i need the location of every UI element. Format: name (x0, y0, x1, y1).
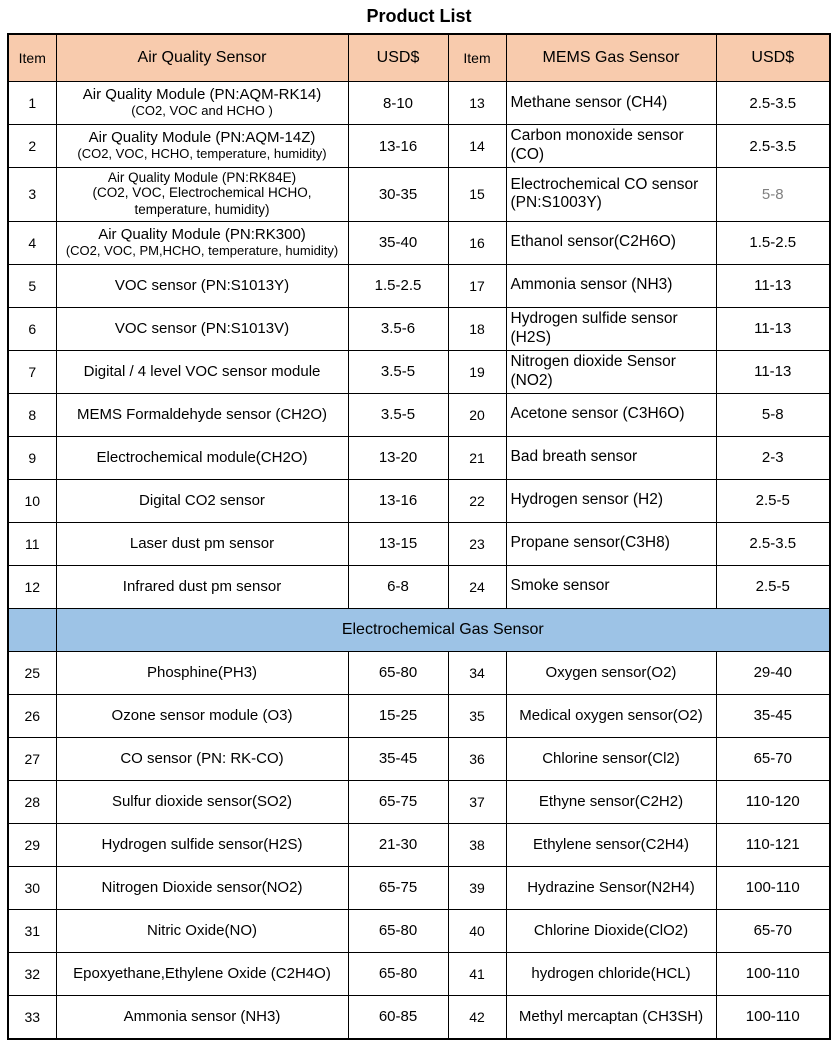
price-left: 6-8 (348, 565, 448, 608)
product-name-cell-left (56, 393, 348, 436)
product-name-cell-right: Methyl mercaptan (CH3SH) (506, 995, 716, 1039)
price-left: 65-75 (348, 866, 448, 909)
header-usd-left: USD$ (348, 34, 448, 82)
product-name: Laser dust pm sensor (129, 535, 275, 553)
table-row (8, 436, 830, 479)
product-name: Sulfur dioxide sensor(SO2) (111, 793, 293, 811)
product-name: Ammonia sensor (NH3) (123, 1008, 281, 1026)
header-row (8, 34, 830, 82)
item-number-right: 18 (448, 307, 506, 350)
price-right: 2.5-3.5 (716, 82, 830, 125)
item-number-right: 14 (448, 125, 506, 168)
bottom-rows (8, 651, 830, 1039)
product-name-cell-right: Carbon monoxide sensor (CO) (506, 125, 716, 168)
product-name-cell-right: Ammonia sensor (NH3) (506, 264, 716, 307)
price-right: 2-3 (716, 436, 830, 479)
price-right: 11-13 (716, 350, 830, 393)
price-left: 13-16 (348, 479, 448, 522)
item-number-right: 13 (448, 82, 506, 125)
item-number-left: 27 (8, 737, 56, 780)
product-name-cell-right: Hydrogen sensor (H2) (506, 479, 716, 522)
product-name-detail: (CO2, VOC, Electrochemical HCHO, temperature, humidity) (92, 185, 312, 217)
section-header-row (8, 608, 830, 651)
price-right: 100-110 (716, 952, 830, 995)
product-name: Air Quality Module (PN:RK84E) (107, 170, 297, 185)
product-name-cell-right: Medical oxygen sensor(O2) (506, 694, 716, 737)
item-number-left: 28 (8, 780, 56, 823)
product-name: Phosphine(PH3) (146, 664, 258, 682)
product-name: Electrochemical module(CH2O) (96, 449, 308, 467)
price-left: 30-35 (348, 168, 448, 222)
price-left: 15-25 (348, 694, 448, 737)
price-right: 100-110 (716, 866, 830, 909)
price-left: 65-80 (348, 952, 448, 995)
item-number-left: 31 (8, 909, 56, 952)
item-number-right: 41 (448, 952, 506, 995)
product-name: CO sensor (PN: RK-CO) (120, 750, 284, 768)
price-right: 110-121 (716, 823, 830, 866)
product-name-detail: (CO2, VOC, HCHO, temperature, humidity) (77, 146, 327, 162)
price-right: 35-45 (716, 694, 830, 737)
product-name: Nitrogen Dioxide sensor(NO2) (101, 879, 303, 897)
product-name-cell-left (56, 221, 348, 264)
product-name-cell-left (56, 125, 348, 168)
price-right: 11-13 (716, 264, 830, 307)
table-row (8, 694, 830, 737)
table-row (8, 264, 830, 307)
item-number-right: 42 (448, 995, 506, 1039)
price-right: 1.5-2.5 (716, 221, 830, 264)
table-row (8, 995, 830, 1039)
table-row (8, 952, 830, 995)
product-name-cell-right: Ethylene sensor(C2H4) (506, 823, 716, 866)
price-left: 65-75 (348, 780, 448, 823)
item-number-left: 4 (8, 221, 56, 264)
product-name-cell-right: Oxygen sensor(O2) (506, 651, 716, 694)
table-header (8, 34, 830, 82)
item-number-right: 39 (448, 866, 506, 909)
item-number-left: 32 (8, 952, 56, 995)
price-left: 3.5-6 (348, 307, 448, 350)
item-number-left: 5 (8, 264, 56, 307)
item-number-right: 21 (448, 436, 506, 479)
table-row (8, 823, 830, 866)
product-name-cell-right: Propane sensor(C3H8) (506, 522, 716, 565)
item-number-right: 15 (448, 168, 506, 222)
item-number-left: 11 (8, 522, 56, 565)
product-name: Air Quality Module (PN:AQM-14Z) (88, 129, 316, 147)
price-right: 100-110 (716, 995, 830, 1039)
price-right: 29-40 (716, 651, 830, 694)
product-name: Digital CO2 sensor (139, 492, 265, 510)
product-name-cell-left (56, 909, 348, 952)
table-row (8, 909, 830, 952)
product-name-cell-right: Hydrogen sulfide sensor (H2S) (506, 307, 716, 350)
header-item-left: Item (8, 34, 56, 82)
item-number-left: 6 (8, 307, 56, 350)
item-number-right: 38 (448, 823, 506, 866)
price-left: 13-16 (348, 125, 448, 168)
product-name-cell-left (56, 995, 348, 1039)
item-number-left: 25 (8, 651, 56, 694)
item-number-right: 23 (448, 522, 506, 565)
product-name-cell-left (56, 780, 348, 823)
header-usd-right: USD$ (716, 34, 830, 82)
item-number-left: 29 (8, 823, 56, 866)
header-mems-gas-sensor: MEMS Gas Sensor (506, 34, 716, 82)
product-name: Nitric Oxide(NO) (146, 922, 257, 940)
item-number-left: 7 (8, 350, 56, 393)
item-number-left: 3 (8, 168, 56, 222)
product-name-detail: (CO2, VOC, PM,HCHO, temperature, humidity) (65, 243, 339, 259)
item-number-left: 12 (8, 565, 56, 608)
product-table (7, 33, 831, 1040)
item-number-right: 20 (448, 393, 506, 436)
header-air-quality-sensor: Air Quality Sensor (56, 34, 348, 82)
product-name-cell-right: Chlorine sensor(Cl2) (506, 737, 716, 780)
section-title: Electrochemical Gas Sensor (56, 608, 830, 651)
table-row (8, 82, 830, 125)
product-name-cell-left (56, 82, 348, 125)
price-right: 2.5-5 (716, 479, 830, 522)
product-name-cell-left (56, 952, 348, 995)
price-left: 13-15 (348, 522, 448, 565)
product-name-cell-left (56, 168, 348, 222)
price-right: 2.5-5 (716, 565, 830, 608)
product-name-detail: (CO2, VOC and HCHO ) (131, 103, 273, 119)
product-name-cell-right: Acetone sensor (C3H6O) (506, 393, 716, 436)
product-name-cell-right: Ethanol sensor(C2H6O) (506, 221, 716, 264)
price-left: 1.5-2.5 (348, 264, 448, 307)
product-name: Digital / 4 level VOC sensor module (83, 363, 321, 381)
section-header (8, 608, 830, 651)
price-right: 110-120 (716, 780, 830, 823)
table-row (8, 866, 830, 909)
product-name-cell-right: Ethyne sensor(C2H2) (506, 780, 716, 823)
product-name-cell-right: Nitrogen dioxide Sensor (NO2) (506, 350, 716, 393)
price-left: 3.5-5 (348, 393, 448, 436)
item-number-right: 24 (448, 565, 506, 608)
product-name-cell-left (56, 651, 348, 694)
product-name-cell-left (56, 307, 348, 350)
section-spacer-cell (8, 608, 56, 651)
table-row (8, 125, 830, 168)
table-row (8, 479, 830, 522)
product-name-cell-right: Hydrazine Sensor(N2H4) (506, 866, 716, 909)
item-number-left: 26 (8, 694, 56, 737)
table-row (8, 522, 830, 565)
product-name-cell-left (56, 694, 348, 737)
product-name-cell-left (56, 264, 348, 307)
item-number-left: 2 (8, 125, 56, 168)
item-number-left: 9 (8, 436, 56, 479)
table-row (8, 350, 830, 393)
product-name: VOC sensor (PN:S1013V) (114, 320, 290, 338)
product-name-cell-left (56, 522, 348, 565)
item-number-right: 37 (448, 780, 506, 823)
price-right: 5-8 (716, 168, 830, 222)
product-name: Air Quality Module (PN:AQM-RK14) (82, 86, 322, 104)
price-left: 60-85 (348, 995, 448, 1039)
price-right: 5-8 (716, 393, 830, 436)
product-name: Epoxyethane,Ethylene Oxide (C2H4O) (73, 965, 331, 983)
product-name-cell-right: Electrochemical CO sensor (PN:S1003Y) (506, 168, 716, 222)
price-right: 65-70 (716, 737, 830, 780)
product-name: Air Quality Module (PN:RK300) (98, 226, 306, 244)
price-left: 13-20 (348, 436, 448, 479)
price-right: 11-13 (716, 307, 830, 350)
product-name: Hydrogen sulfide sensor(H2S) (101, 836, 303, 854)
product-name-cell-left (56, 737, 348, 780)
price-right: 65-70 (716, 909, 830, 952)
price-right: 2.5-3.5 (716, 522, 830, 565)
table-row (8, 168, 830, 222)
table-row (8, 221, 830, 264)
item-number-right: 36 (448, 737, 506, 780)
item-number-right: 19 (448, 350, 506, 393)
product-name-cell-right: hydrogen chloride(HCL) (506, 952, 716, 995)
price-left: 35-45 (348, 737, 448, 780)
price-left: 65-80 (348, 909, 448, 952)
item-number-right: 17 (448, 264, 506, 307)
item-number-right: 22 (448, 479, 506, 522)
page-title: Product List (366, 6, 472, 26)
product-name: Ozone sensor module (O3) (111, 707, 293, 725)
product-name: VOC sensor (PN:S1013Y) (114, 277, 290, 295)
product-name-cell-left (56, 479, 348, 522)
price-right: 2.5-3.5 (716, 125, 830, 168)
product-name-cell-left (56, 823, 348, 866)
item-number-right: 34 (448, 651, 506, 694)
table-row (8, 565, 830, 608)
price-left: 35-40 (348, 221, 448, 264)
item-number-right: 35 (448, 694, 506, 737)
product-name-cell-right: Methane sensor (CH4) (506, 82, 716, 125)
product-name-cell-right: Smoke sensor (506, 565, 716, 608)
item-number-right: 16 (448, 221, 506, 264)
product-name-cell-right: Bad breath sensor (506, 436, 716, 479)
table-row (8, 737, 830, 780)
price-left: 8-10 (348, 82, 448, 125)
top-rows (8, 82, 830, 609)
product-name-cell-right: Chlorine Dioxide(ClO2) (506, 909, 716, 952)
table-row (8, 307, 830, 350)
product-name-cell-left (56, 436, 348, 479)
product-name: MEMS Formaldehyde sensor (CH2O) (76, 406, 328, 424)
price-left: 3.5-5 (348, 350, 448, 393)
item-number-left: 8 (8, 393, 56, 436)
item-number-left: 1 (8, 82, 56, 125)
table-row (8, 393, 830, 436)
header-item-right: Item (448, 34, 506, 82)
item-number-left: 10 (8, 479, 56, 522)
table-row (8, 780, 830, 823)
table-row (8, 651, 830, 694)
product-name-cell-left (56, 565, 348, 608)
item-number-left: 30 (8, 866, 56, 909)
product-name: Infrared dust pm sensor (122, 578, 282, 596)
price-left: 21-30 (348, 823, 448, 866)
product-name-cell-left (56, 866, 348, 909)
item-number-right: 40 (448, 909, 506, 952)
price-left: 65-80 (348, 651, 448, 694)
item-number-left: 33 (8, 995, 56, 1039)
product-name-cell-left (56, 350, 348, 393)
